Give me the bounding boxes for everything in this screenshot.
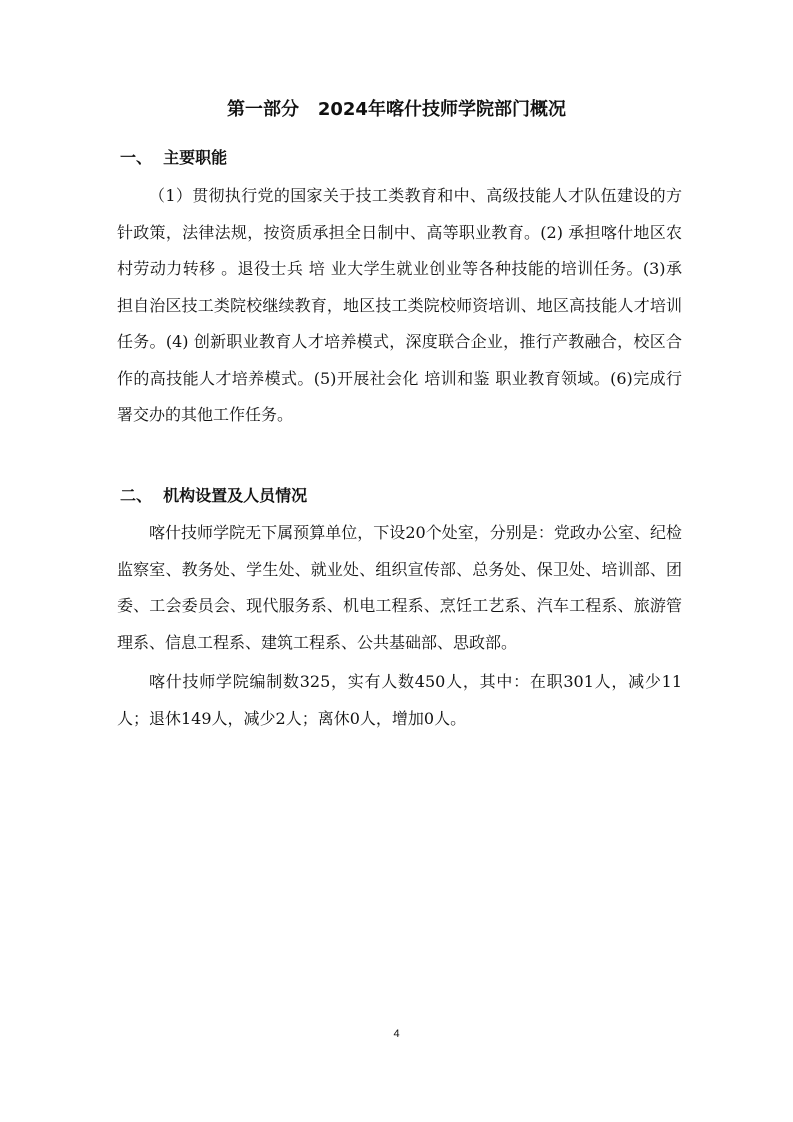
section-heading-main-functions: 一、 主要职能 (120, 148, 228, 167)
page-number: 4 (393, 1028, 400, 1040)
section-heading-organization: 二、 机构设置及人员情况 (120, 486, 308, 505)
page-title: 第一部分 2024年喀什技师学院部门概况 (227, 99, 566, 120)
paragraph-main-functions: （1）贯彻执行党的国家关于技工类教育和中、高级技能人才队伍建设的方针政策，法律法规，按资质承担全日制中、高等职业教育。(2) 承担喀什地区农村劳动力转移 。退役士兵 培 业大学生就业创业等各种技能的培训任务。(3)承担自治区技工类院校继续教育，地区技工类院校师资培训、地区高技能人才培训任务。(4) 创新职业教育人才培养模式，深度联合企业，推行产教融合，校区合作的高技能人才培养模式。(5)开展社会化 培训和鉴 职业教育领域。(6)完成行署交办的其他工作任务。 (117, 186, 682, 424)
paragraph-staffing: 喀什技师学院编制数325，实有人数450人，其中：在职301人，减少11人；退休149人，减少2人；离休0人，增加0人。 (117, 672, 682, 728)
paragraph-departments: 喀什技师学院无下属预算单位，下设20个处室，分别是：党政办公室、纪检监察室、教务处、学生处、就业处、组织宣传部、总务处、保卫处、培训部、团委、工会委员会、现代服务系、机电工程系、烹饪工艺系、汽车工程系、旅游管理系、信息工程系、建筑工程系、公共基础部、思政部。 (117, 523, 682, 652)
